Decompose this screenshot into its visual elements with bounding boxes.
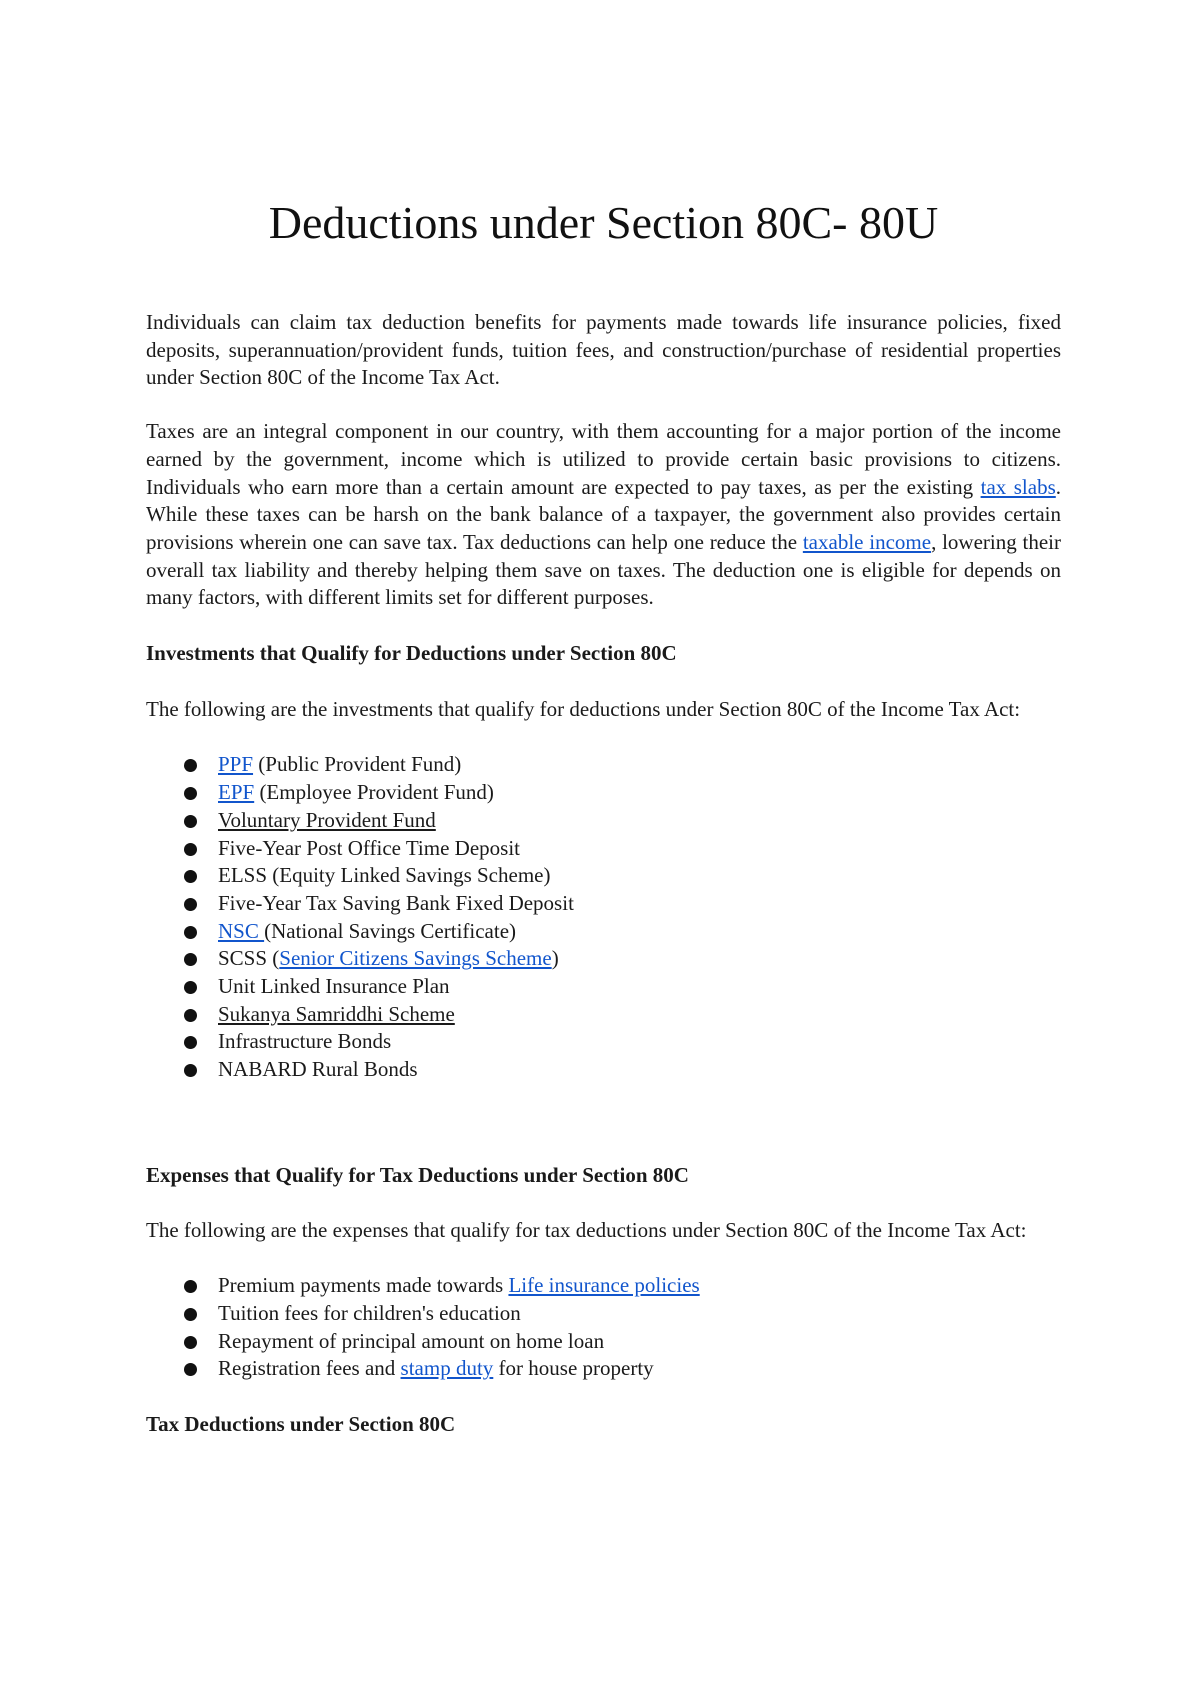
list-item <box>146 807 1061 835</box>
list-item <box>146 1328 1061 1356</box>
bullet-icon <box>184 815 197 828</box>
list-item-text: ELSS (Equity Linked Savings Scheme) <box>218 863 551 888</box>
list-item <box>146 862 1061 890</box>
epf-link[interactable]: EPF <box>218 780 255 805</box>
bullet-icon <box>184 1036 197 1049</box>
bullet-icon <box>184 1064 197 1077</box>
list-item-text: ) <box>551 946 559 971</box>
list-item <box>146 1056 1061 1084</box>
list-item <box>146 1300 1061 1328</box>
life-insurance-policies-link[interactable]: Life insurance policies <box>508 1273 700 1298</box>
list-item-text: Five-Year Post Office Time Deposit <box>218 835 520 860</box>
taxes-text-2: . While these taxes can be harsh on the bank balance of a taxpayer, the government also provides certain provisions wherein one can save tax. Tax deductions can help one reduce the <box>146 474 1062 554</box>
bullet-icon <box>184 981 197 994</box>
tax-slabs-link[interactable]: tax slabs <box>980 474 1056 499</box>
bullet-icon <box>184 926 197 939</box>
nsc-link[interactable]: NSC <box>218 918 265 943</box>
list-item-text: Infrastructure Bonds <box>218 1029 392 1054</box>
bullet-icon <box>184 898 197 911</box>
list-item-prefix: Registration fees and <box>218 1356 401 1381</box>
investments-intro: The following are the investments that qualify for deductions under Section 80C of the Income Tax Act: <box>146 696 1021 721</box>
stamp-duty-link[interactable]: stamp duty <box>400 1356 494 1381</box>
tax-deductions-heading: Tax Deductions under Section 80C <box>146 1412 456 1437</box>
list-item <box>146 1272 1061 1300</box>
bullet-icon <box>184 1280 197 1293</box>
list-item-text: Tuition fees for children's education <box>218 1300 521 1325</box>
intro-paragraph: Individuals can claim tax deduction benefits for payments made towards life insurance policies, fixed deposits, superannuation/provident funds, tuition fees, and construction/purchase of residential properties under Section 80C of the Income Tax Act. <box>146 310 1061 390</box>
bullet-icon <box>184 787 197 800</box>
list-item-text: (Public Provident Fund) <box>253 752 462 777</box>
bullet-icon <box>184 1363 197 1376</box>
bullet-icon <box>184 1336 197 1349</box>
bullet-icon <box>184 1308 197 1321</box>
list-item <box>146 973 1061 1001</box>
list-item <box>146 751 1061 779</box>
list-item-text: NABARD Rural Bonds <box>218 1057 418 1082</box>
investments-list <box>146 751 1061 1083</box>
list-item <box>146 918 1061 946</box>
taxes-paragraph <box>146 418 1061 612</box>
list-item-text: Repayment of principal amount on home loan <box>218 1328 605 1353</box>
list-item-text: for house property <box>493 1356 654 1381</box>
list-item <box>146 779 1061 807</box>
list-item <box>146 890 1061 918</box>
list-item <box>146 945 1061 973</box>
list-item-prefix: Premium payments made towards <box>218 1273 509 1298</box>
taxes-text-3: , lowering their overall tax liability and thereby helping them save on taxes. The deduction one is eligible for depends on many factors, with different limits set for different purposes. <box>146 529 1061 610</box>
list-item-text: Five-Year Tax Saving Bank Fixed Deposit <box>218 890 574 915</box>
list-item <box>146 1001 1061 1029</box>
document-content <box>146 195 1061 1439</box>
list-item-prefix: SCSS ( <box>218 946 280 971</box>
expenses-list <box>146 1272 1061 1383</box>
sukanya-samriddhi-scheme-text: Sukanya Samriddhi Scheme <box>218 1001 455 1026</box>
bullet-icon <box>184 1009 197 1022</box>
list-item <box>146 1028 1061 1056</box>
bullet-icon <box>184 870 197 883</box>
taxable-income-link[interactable]: taxable income <box>802 529 932 554</box>
list-item <box>146 1355 1061 1383</box>
page-title: Deductions under Section 80C- 80U <box>268 197 939 248</box>
bullet-icon <box>184 953 197 966</box>
list-item <box>146 835 1061 863</box>
list-item-text: (National Savings Certificate) <box>264 918 517 943</box>
list-item-text: Unit Linked Insurance Plan <box>218 974 450 999</box>
bullet-icon <box>184 843 197 856</box>
bullet-icon <box>184 759 197 772</box>
voluntary-provident-fund-text: Voluntary Provident Fund <box>218 807 436 832</box>
senior-citizens-savings-scheme-link[interactable]: Senior Citizens Savings Scheme <box>279 946 552 971</box>
list-item-text: (Employee Provident Fund) <box>254 780 494 805</box>
expenses-heading: Expenses that Qualify for Tax Deductions under Section 80C <box>146 1162 689 1187</box>
investments-heading: Investments that Qualify for Deductions under Section 80C <box>146 641 677 666</box>
taxes-text-1: Taxes are an integral component in our country, with them accounting for a major portion of the income earned by the government, income which is utilized to provide certain basic provisions to citizens. Individuals who earn more than a certain amount are expected to pay taxes, as per the existing <box>146 419 1061 499</box>
expenses-intro: The following are the expenses that qualify for tax deductions under Section 80C of the Income Tax Act: <box>146 1217 1027 1242</box>
ppf-link[interactable]: PPF <box>218 752 254 777</box>
